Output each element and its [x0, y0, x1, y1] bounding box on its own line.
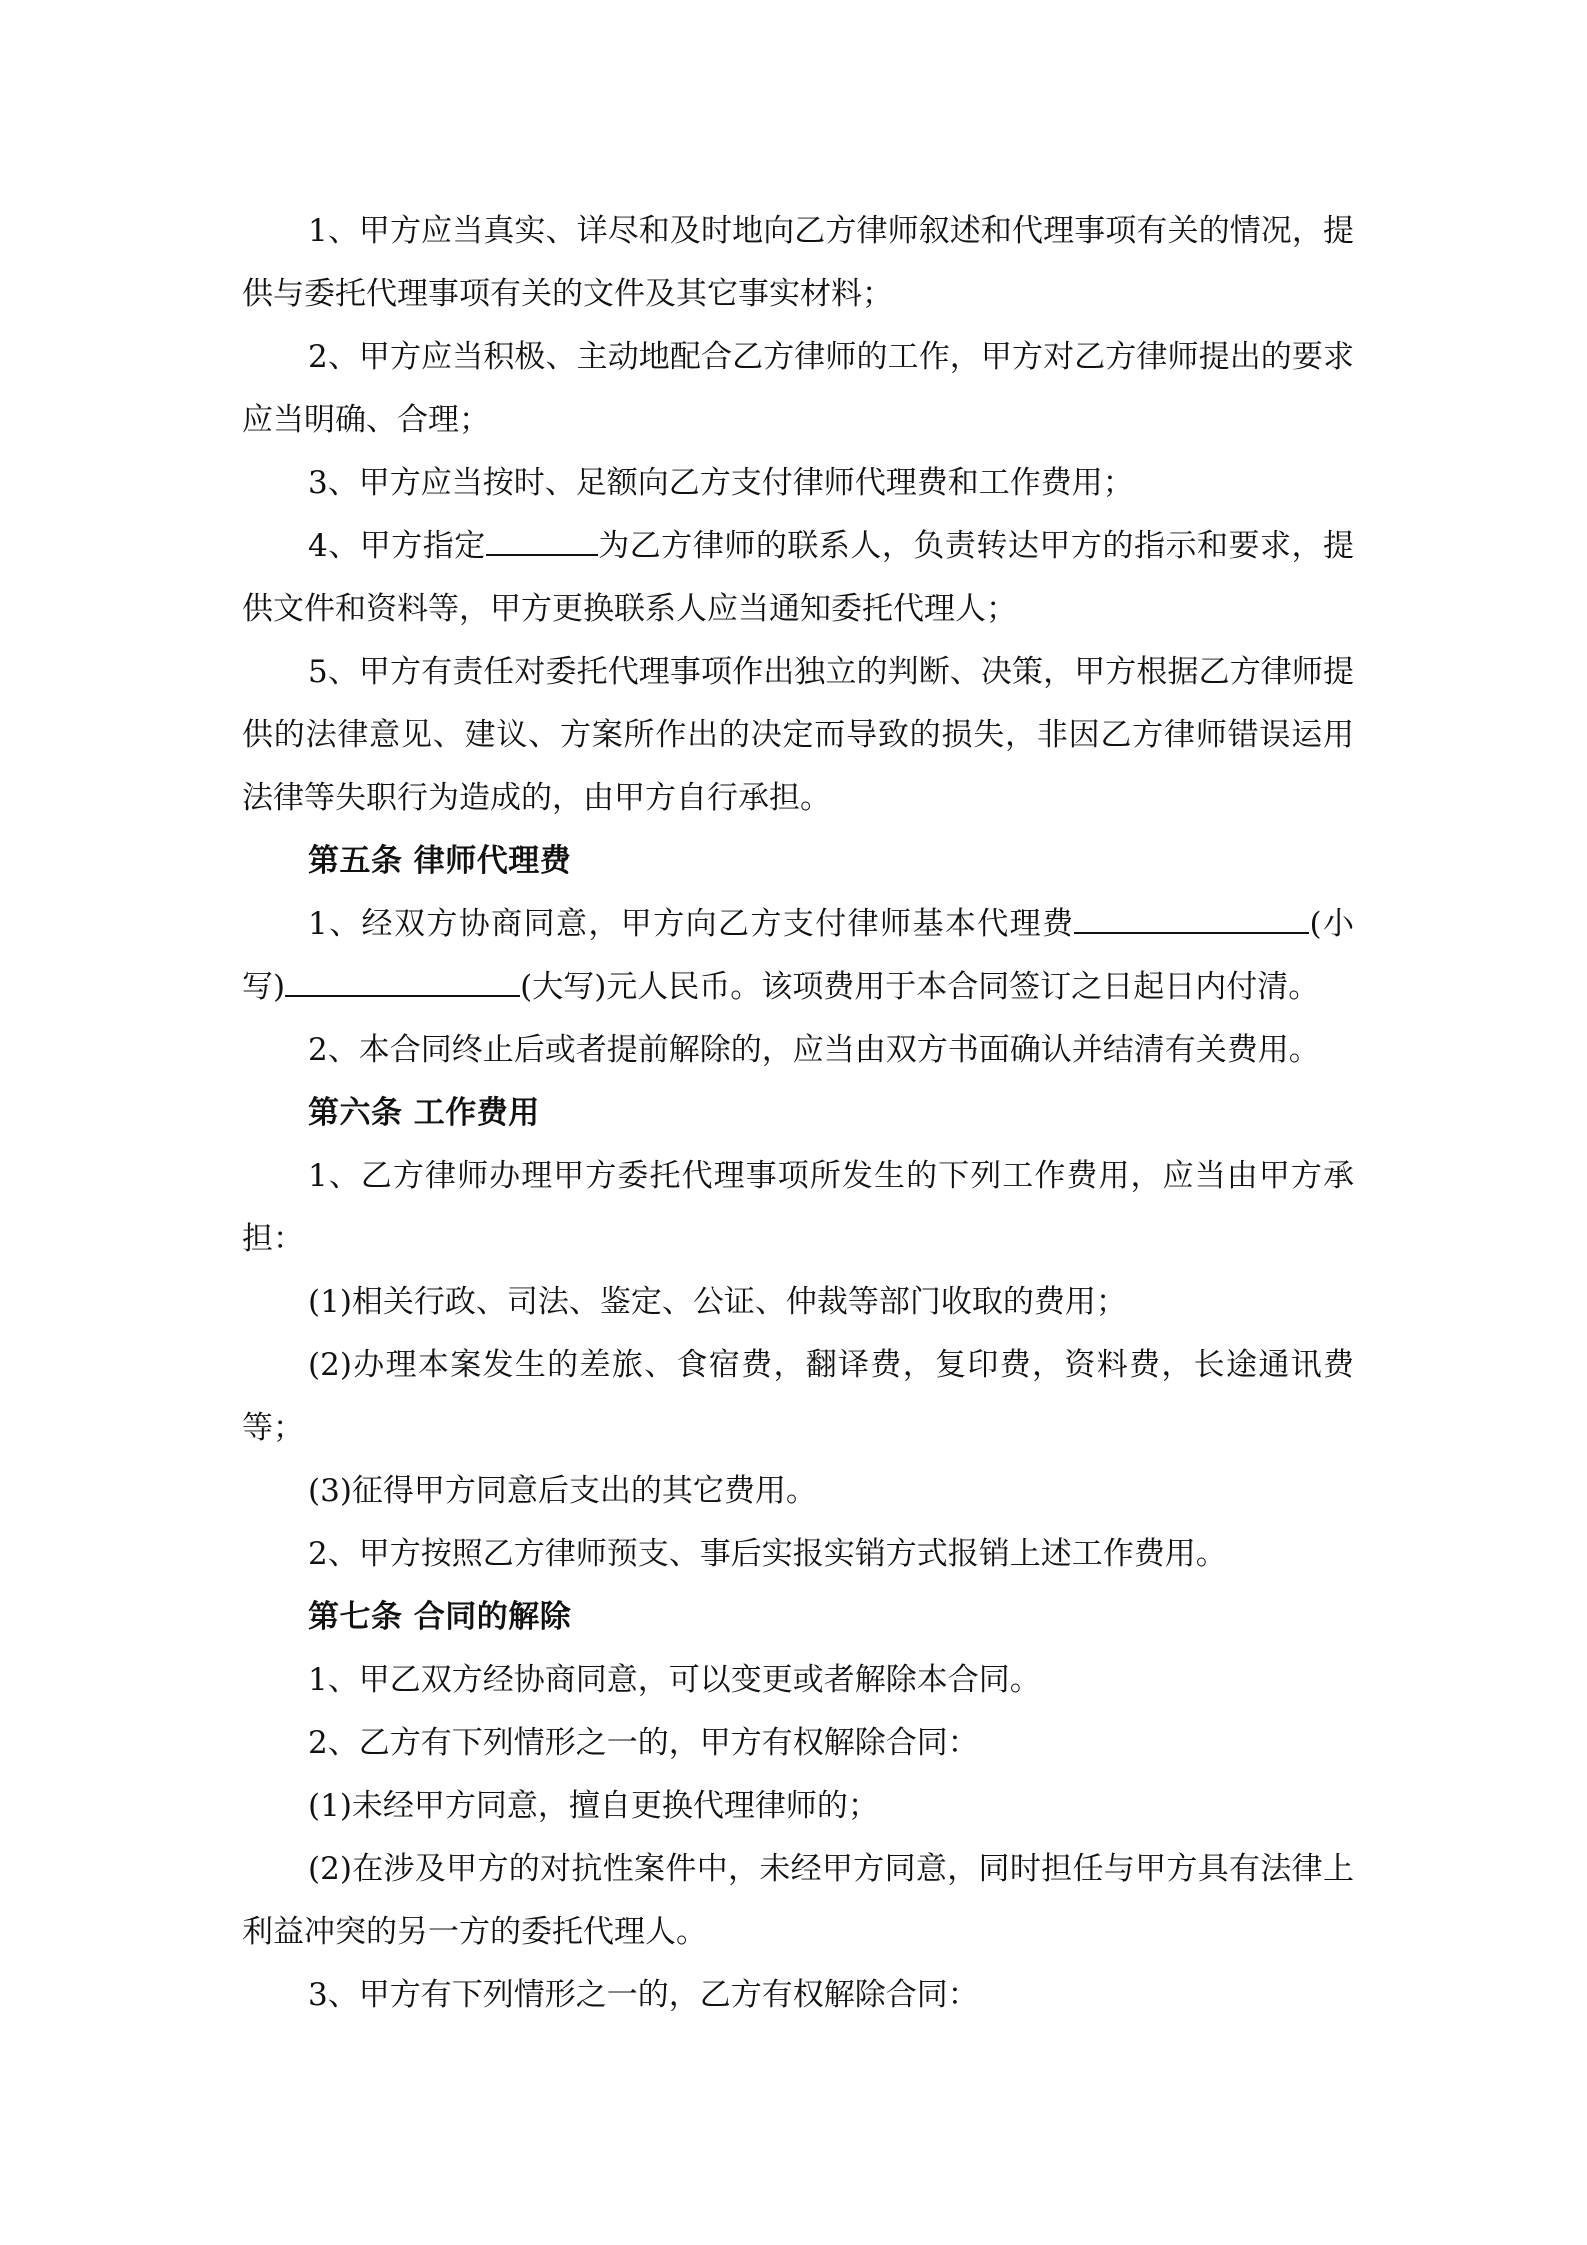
- fee-amount-lowercase-blank: [1074, 902, 1309, 934]
- paragraph-fee-2: 2、本合同终止后或者提前解除的，应当由双方书面确认并结清有关费用。: [308, 1032, 1320, 1068]
- paragraph-termination-2: 2、乙方有下列情形之一的，甲方有权解除合同：: [308, 1725, 979, 1761]
- paragraph-termination-item-2: (2)在涉及甲方的对抗性案件中，未经甲方同意，同时担任与甲方具有法律上利益冲突的另一方的委托代理人。: [242, 1851, 1354, 1950]
- paragraph-obligation-5: 5、甲方有责任对委托代理事项作出独立的判断、决策，甲方根据乙方律师提供的法律意见、建议、方案所作出的决定而导致的损失，非因乙方律师错误运用法律等失职行为造成的，由甲方自行承担。: [242, 654, 1354, 816]
- paragraph-fee-1-mid: (小写): [242, 906, 1354, 1005]
- paragraph-expense-item-3: (3)征得甲方同意后支出的其它费用。: [308, 1473, 817, 1509]
- paragraph-obligation-4: [242, 515, 1354, 641]
- paragraph-expense-1: 1、乙方律师办理甲方委托代理事项所发生的下列工作费用，应当由甲方承担：: [242, 1158, 1354, 1257]
- paragraph-obligation-4-rest: 为乙方律师的联系人，负责转达甲方的指示和要求，提供文件和资料等，甲方更换联系人应当通知委托代理人；: [242, 528, 1354, 627]
- paragraph-obligation-4-lead: 4、甲方指定: [308, 528, 486, 564]
- paragraph-fee-1: [242, 893, 1354, 1019]
- paragraph-termination-item-1: (1)未经甲方同意，擅自更换代理律师的；: [308, 1788, 879, 1824]
- paragraph-fee-1-rest: (大写)元人民币。该项费用于本合同签订之日起日内付清。: [520, 969, 1320, 1005]
- document-body: [242, 200, 1354, 2027]
- contact-person-blank: [486, 524, 598, 556]
- paragraph-obligation-3: 3、甲方应当按时、足额向乙方支付律师代理费和工作费用；: [308, 465, 1134, 501]
- fee-amount-uppercase-blank: [285, 965, 520, 997]
- paragraph-expense-2: 2、甲方按照乙方律师预支、事后实报实销方式报销上述工作费用。: [308, 1536, 1227, 1572]
- paragraph-fee-1-lead: 1、经双方协商同意，甲方向乙方支付律师基本代理费: [308, 906, 1075, 942]
- paragraph-obligation-1: 1、甲方应当真实、详尽和及时地向乙方律师叙述和代理事项有关的情况，提供与委托代理事项有关的文件及其它事实材料；: [242, 213, 1354, 312]
- paragraph-expense-item-2: (2)办理本案发生的差旅、食宿费，翻译费，复印费，资料费，长途通讯费等；: [242, 1347, 1354, 1446]
- paragraph-obligation-2: 2、甲方应当积极、主动地配合乙方律师的工作，甲方对乙方律师提出的要求应当明确、合理；: [242, 339, 1354, 438]
- paragraph-termination-1: 1、甲乙双方经协商同意，可以变更或者解除本合同。: [308, 1662, 1041, 1698]
- paragraph-expense-item-1: (1)相关行政、司法、鉴定、公证、仲裁等部门收取的费用；: [308, 1284, 1127, 1320]
- section-heading-article-6: 第六条 工作费用: [308, 1095, 540, 1131]
- section-heading-article-7: 第七条 合同的解除: [308, 1599, 572, 1635]
- section-heading-article-5: 第五条 律师代理费: [308, 843, 572, 879]
- paragraph-termination-3: 3、甲方有下列情形之一的，乙方有权解除合同：: [308, 1977, 979, 2013]
